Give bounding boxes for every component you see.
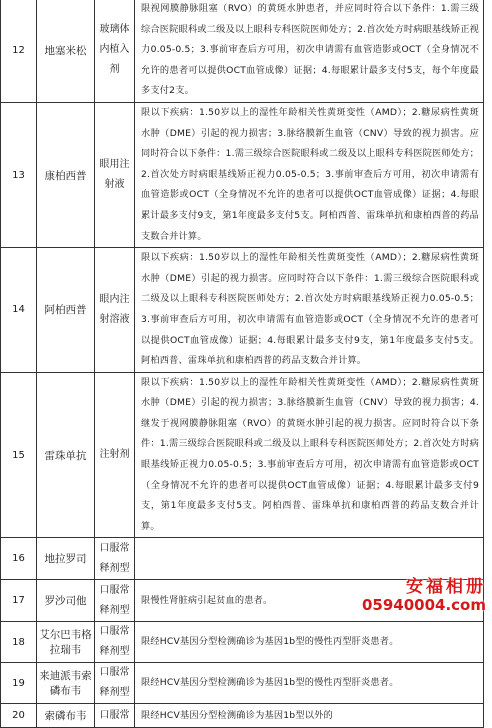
row-number: 19 [1, 663, 37, 704]
dosage-form: 口服常释剂型 [95, 538, 135, 580]
row-number: 13 [1, 102, 37, 247]
dosage-form: 眼内注射溶液 [95, 248, 135, 373]
drug-name: 康柏西普 [37, 102, 95, 247]
table-row [1, 248, 484, 373]
payment-limit: 限经HCV基因分型检测确诊为基因1b型的慢性丙型肝炎患者。 [135, 622, 484, 663]
table-row [1, 704, 484, 728]
row-number: 20 [1, 704, 37, 728]
site-watermark [362, 578, 486, 613]
table-row [1, 372, 484, 538]
drug-name: 地拉罗司 [37, 538, 95, 580]
row-number: 18 [1, 622, 37, 663]
drug-name: 阿柏西普 [37, 248, 95, 373]
payment-limit: 限经HCV基因分型检测确诊为基因1b型的慢性丙型肝炎患者。 [135, 663, 484, 704]
drug-name: 雷珠单抗 [37, 372, 95, 538]
watermark-url: 05940004.com [361, 596, 486, 614]
payment-limit: 限慢性肾脏病引起贫血的患者。 [135, 580, 484, 622]
dosage-form: 口服常释剂型 [95, 622, 135, 663]
dosage-form: 眼用注射液 [95, 102, 135, 247]
payment-limit: 限经HCV基因分型检测确诊为基因1b型以外的 [135, 704, 484, 728]
dosage-form: 玻璃体内植入剂 [95, 0, 135, 102]
payment-limit: 限以下疾病：1.50岁以上的湿性年龄相关性黄斑变性（AMD）；2.糖尿病性黄斑水肿（DME）引起的视力损害；3.脉络膜新生血管（CNV）导致的视力损害。应同时符合以下条件：1.需三级综合医院眼科或二级及以上眼科专科医院医师处方；2.首次处方时病眼基线矫正视力0.05-0.5；3.事前审查后方可用，初次申请需有血管造影或OCT（全身情况不允许的患者可以提供OCT血管成像）证据；4.每眼累计最多支付9支，第1年度最多支付5支。阿柏西普、雷珠单抗和康柏西普的药品支数合并计算。 [135, 102, 484, 247]
drug-name: 来迪派韦索磷布韦 [37, 663, 95, 704]
table-row [1, 102, 484, 247]
table-row [1, 538, 484, 580]
row-number: 17 [1, 580, 37, 622]
dosage-form: 口服常 [95, 704, 135, 728]
payment-limit [135, 538, 484, 580]
drug-name: 罗沙司他 [37, 580, 95, 622]
drug-name: 艾尔巴韦格拉瑞韦 [37, 622, 95, 663]
drug-name: 地塞米松 [37, 0, 95, 102]
row-number: 14 [1, 248, 37, 373]
watermark-title: 安福相册 [406, 577, 486, 597]
table-row [1, 0, 484, 102]
table-row [1, 622, 484, 663]
payment-limit: 限以下疾病：1.50岁以上的湿性年龄相关性黄斑变性（AMD）；2.糖尿病性黄斑水肿（DME）引起的视力损害；3.脉络膜新生血管（CNV）导致的视力损害；4.继发于视网膜静脉阻塞（RVO）的黄斑水肿引起的视力损害。应同时符合以下条件：1.需三级综合医院眼科或二级及以上眼科专科医院医师处方；2.首次处方时病眼基线矫正视力0.05-0.5；3.事前审查后方可用，初次申请需有血管造影或OCT（全身情况不允许的患者可以提供OCT血管成像）证据；4.每眼累计最多支付9支，第1年度最多支付5支。阿柏西普、雷珠单抗和康柏西普的药品支数合并计算。 [135, 372, 484, 538]
dosage-form: 口服常释剂型 [95, 663, 135, 704]
row-number: 12 [1, 0, 37, 102]
dosage-form: 口服常释剂型 [95, 580, 135, 622]
row-number: 15 [1, 372, 37, 538]
row-number: 16 [1, 538, 37, 580]
dosage-form: 注射剂 [95, 372, 135, 538]
drug-name: 索磷布韦 [37, 704, 95, 728]
payment-limit: 限视网膜静脉阻塞（RVO）的黄斑水肿患者，并应同时符合以下条件：1.需三级综合医院眼科或二级及以上眼科专科医院医师处方；2.首次处方时病眼基线矫正视力0.05-0.5；3.事前审查后方可用，初次申请需有血管造影或OCT（全身情况不允许的患者可以提供OCT血管成像）证据；4.每眼累计最多支付5支，每个年度最多支付2支。 [135, 0, 484, 102]
table-row [1, 663, 484, 704]
payment-limit: 限以下疾病：1.50岁以上的湿性年龄相关性黄斑变性（AMD）；2.糖尿病性黄斑水肿（DME）引起的视力损害。应同时符合以下条件：1.需三级综合医院眼科或二级及以上眼科专科医院医师处方；2.首次处方时病眼基线矫正视力0.05-0.5；3.事前审查后方可用，初次申请需有血管造影或OCT（全身情况不允许的患者可以提供OCT血管成像）证据；4.每眼累计最多支付9支，第1年度最多支付5支。阿柏西普、雷珠单抗和康柏西普的药品支数合并计算。 [135, 248, 484, 373]
